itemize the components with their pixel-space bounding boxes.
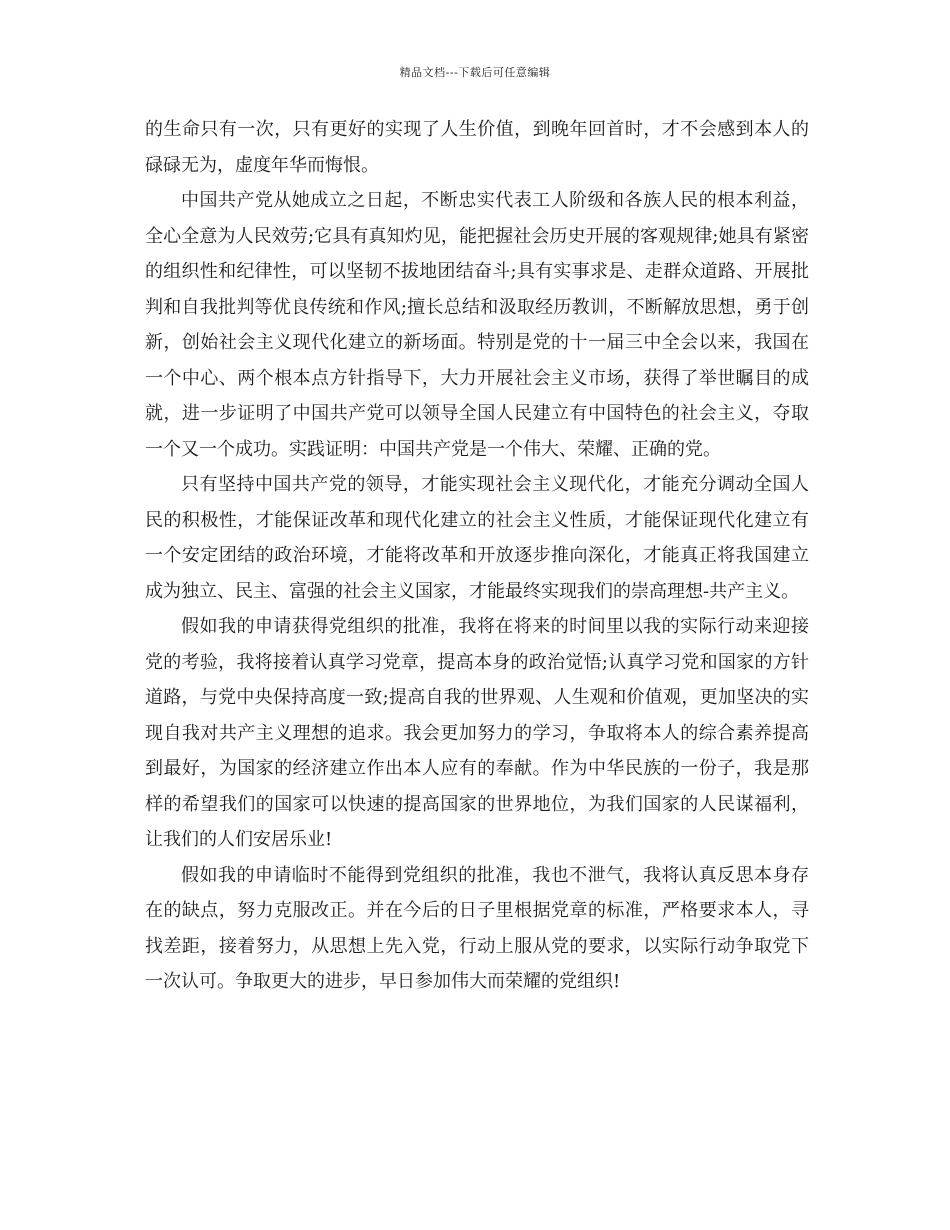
paragraph-party-history: 中国共产党从她成立之日起，不断忠实代表工人阶级和各族人民的根本利益，全心全意为人民效劳;它具有真知灼见，能把握社会历史开展的客观规律;她具有紧密的组织性和纪律性，可以坚韧不拔地团结奋斗;具有实事求是、走群众道路、开展批判和自我批判等优良传统和作风;擅长总结和汲取经历教训，不断解放思想，勇于创新，创始社会主义现代化建立的新场面。特别是党的十一届三中全会以来，我国在一个中心、两个根本点方针指导下，大力开展社会主义市场，获得了举世瞩目的成就，进一步证明了中国共产党可以领导全国人民建立有中国特色的社会主义，夺取一个又一个成功。实践证明：中国共产党是一个伟大、荣耀、正确的党。 (145, 190, 809, 460)
document-body (145, 112, 809, 1000)
paragraph-if-not-approved: 假如我的申请临时不能得到党组织的批准，我也不泄气，我将认真反思本身存在的缺点，努力克服改正。并在今后的日子里根据党章的标准，严格要求本人，寻找差距，接着努力，从思想上先入党，行动上服从党的要求，以实际行动争取党下一次认可。争取更大的进步，早日参加伟大而荣耀的党组织! (145, 864, 809, 992)
paragraph-if-approved: 假如我的申请获得党组织的批准，我将在将来的时间里以我的实际行动来迎接党的考验，我将接着认真学习党章，提高本身的政治觉悟;认真学习党和国家的方针道路，与党中央保持高度一致;提高自我的世界观、人生观和价值观，更加坚决的实现自我对共产主义理想的追求。我会更加努力的学习，争取将本人的综合素养提高到最好，为国家的经济建立作出本人应有的奉献。作为中华民族的一份子，我是那样的希望我们的国家可以快速的提高国家的世界地位，为我们国家的人民谋福利，让我们的人们安居乐业! (145, 616, 809, 850)
page-header: 精品文档---下载后可任意编辑 (399, 66, 551, 79)
paragraph-party-leadership: 只有坚持中国共产党的领导，才能实现社会主义现代化，才能充分调动全国人民的积极性，才能保证改革和现代化建立的社会主义性质，才能保证现代化建立有一个安定团结的政治环境，才能将改革和开放逐步推向深化，才能真正将我国建立成为独立、民主、富强的社会主义国家，才能最终实现我们的崇高理想-共产主义。 (145, 474, 809, 602)
paragraph-continued: 的生命只有一次，只有更好的实现了人生价值，到晚年回首时，才不会感到本人的碌碌无为，虚度年华而悔恨。 (145, 119, 809, 176)
